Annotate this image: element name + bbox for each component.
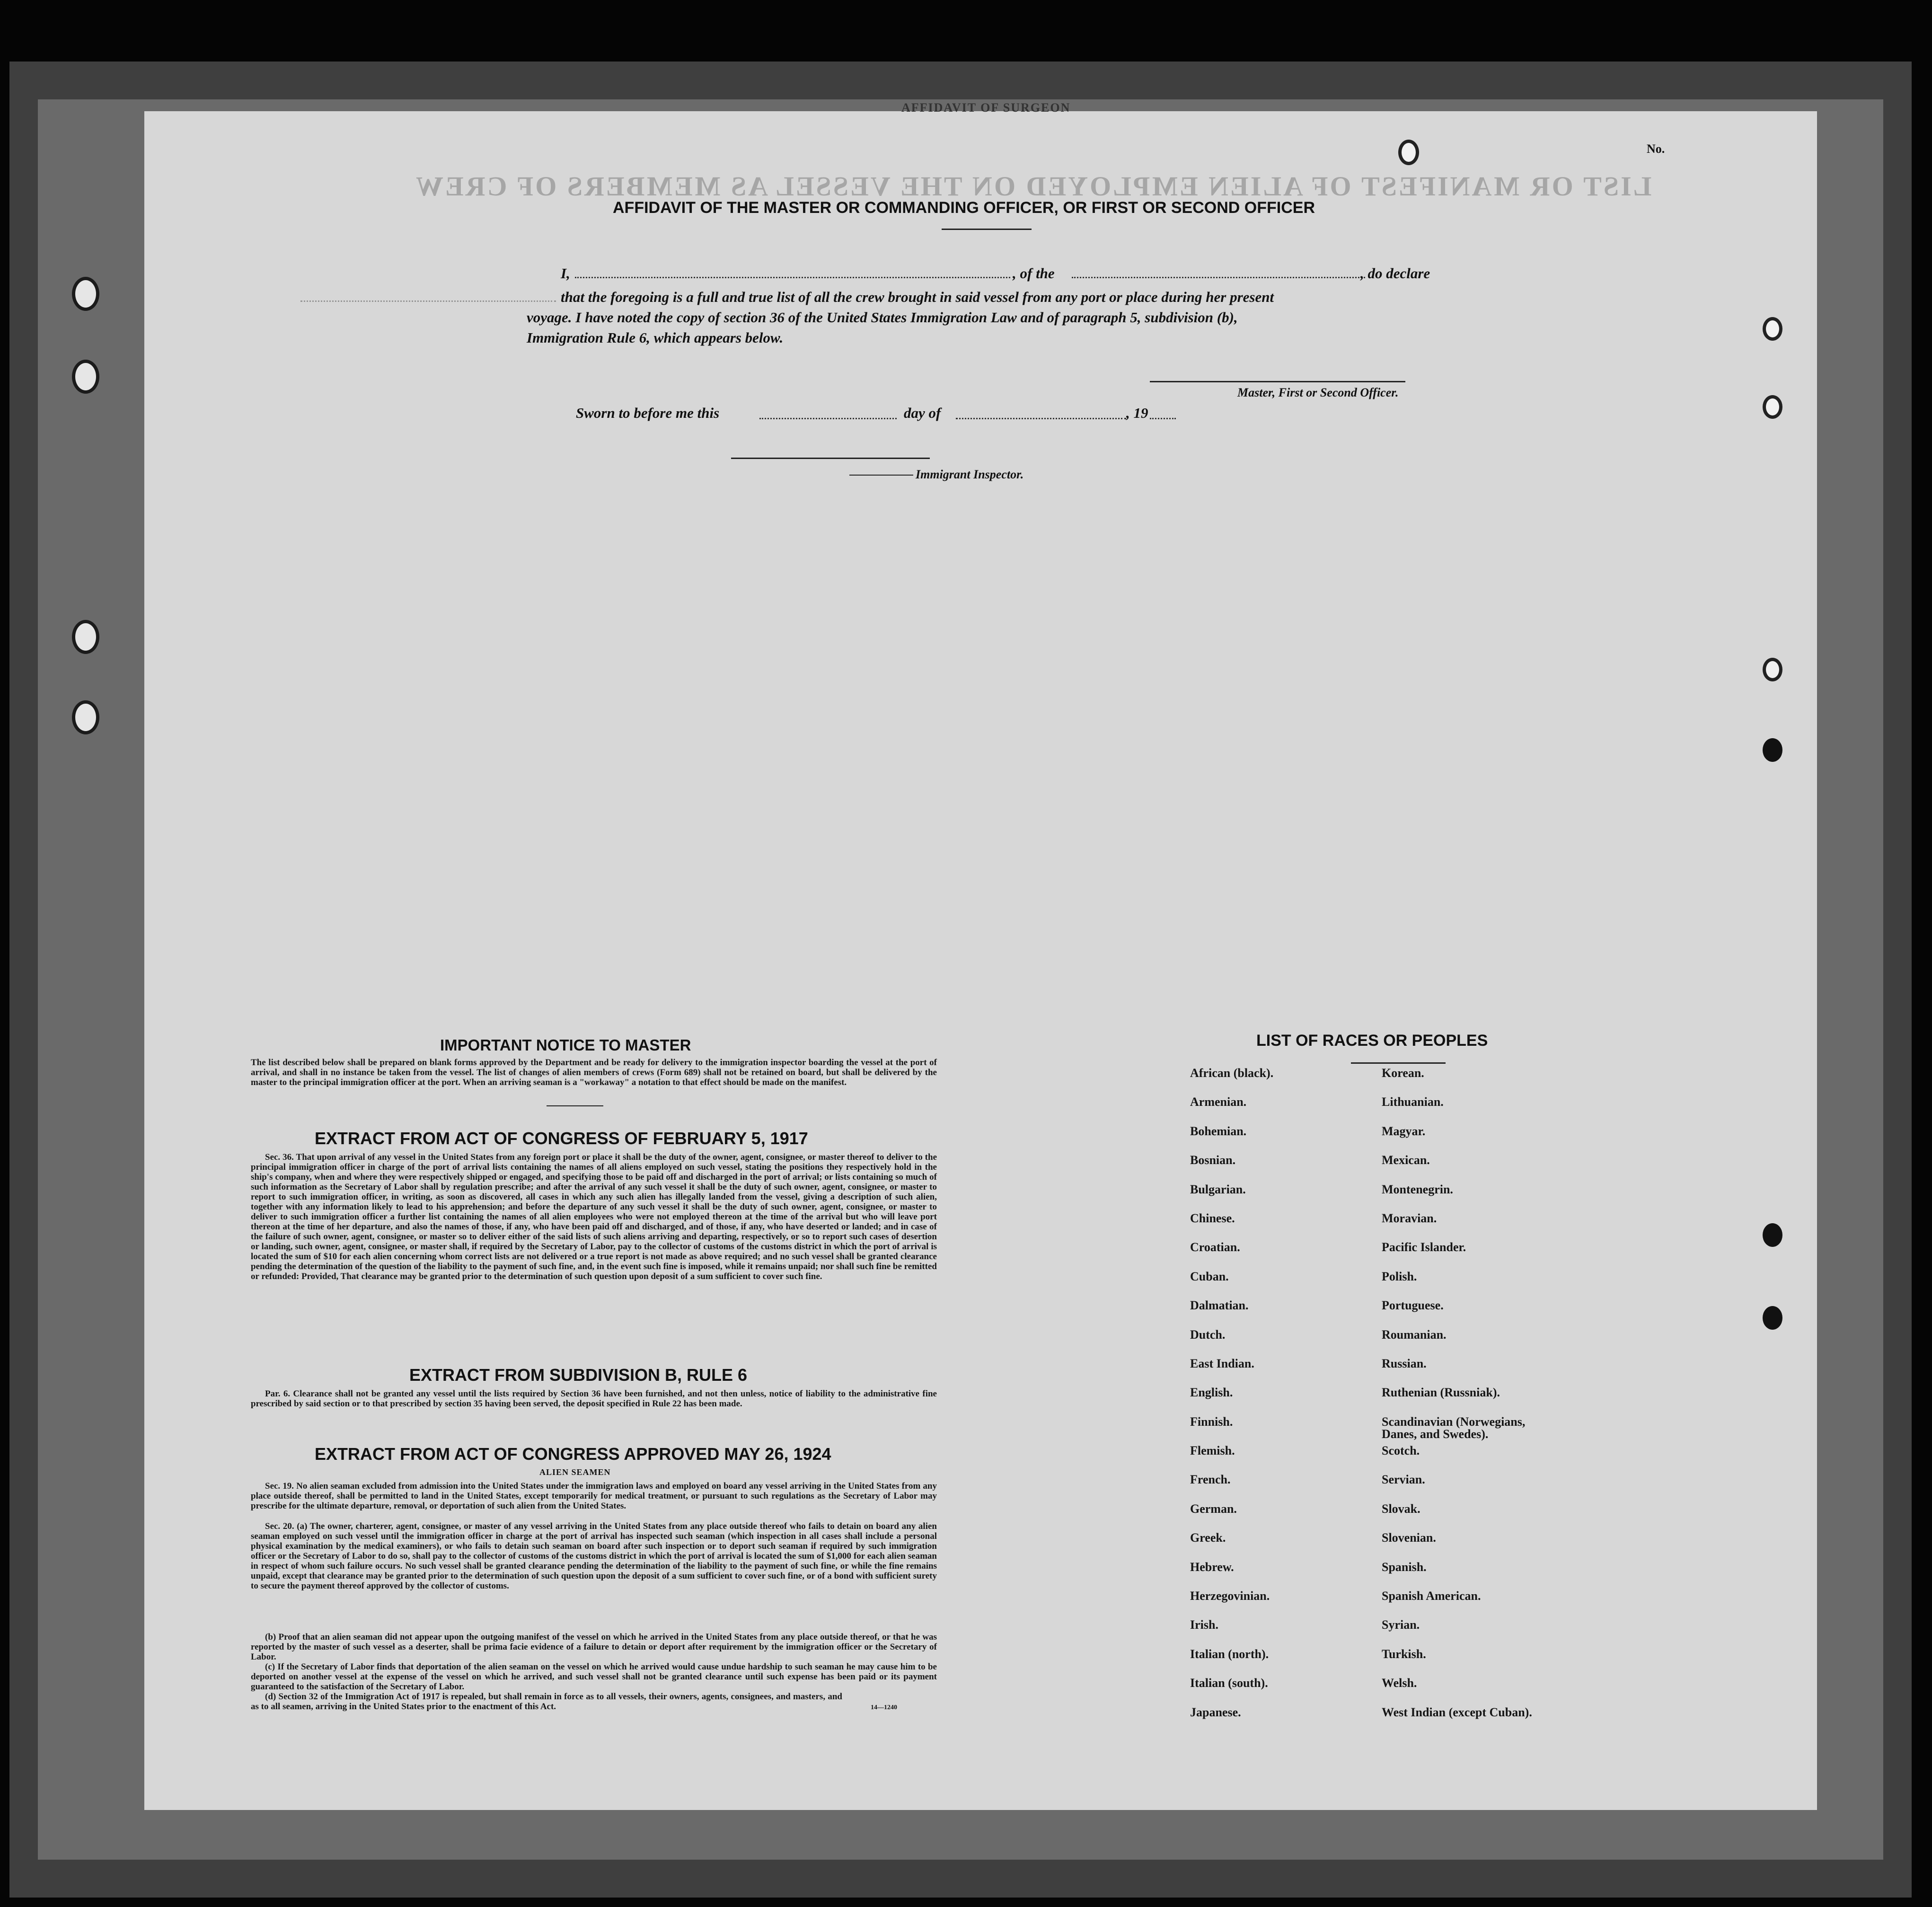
- races-title: LIST OF RACES OR PEOPLES: [1256, 1032, 1488, 1050]
- paper-hole-icon: [1763, 1306, 1782, 1330]
- sec20a-text: Sec. 20. (a) The owner, charterer, agent, consignee, or master of any vessel arriving in the United States from any place outside thereof who fails to detain on board any alien seaman employed on such vessel until the immigration officer in charge at the port of arrival has inspected such seaman (which inspection in all cases shall include a personal physical examination by the medical examiners), or who fails to detain such seaman on board after such inspection or to deport such seaman if required by such immigration officer or the Secretary of Labor to do so, shall pay to the collector of customs of the customs district in which the port of arrival is located the sum of $1,000 for each alien seaman in respect of whom such failure occurs. No such vessel shall be granted clearance pending the determination of the liability to the payment of such fine, or while the fine remains unpaid, except that clearance may be granted prior to the determination of such question upon the deposit of a sum sufficient to cover such fine, or of a bond with sufficient surety to secure the payment thereof approved by the collector of customs.: [251, 1521, 937, 1591]
- race-item: Korean.: [1382, 1066, 1424, 1080]
- sworn-day-field[interactable]: [759, 418, 897, 419]
- notice-rule: [547, 1105, 603, 1106]
- inspector-signature-line[interactable]: [731, 458, 930, 459]
- binder-hole-icon: [72, 360, 99, 394]
- paper-hole-icon: [1763, 1223, 1782, 1247]
- paper-hole-icon: [1763, 395, 1782, 419]
- race-item: Japanese.: [1190, 1705, 1241, 1719]
- race-item: Slovenian.: [1382, 1531, 1436, 1545]
- race-item: Magyar.: [1382, 1124, 1426, 1138]
- sec20b-text: (b) Proof that an alien seaman did not appear upon the outgoing manifest of the vessel on which he arrived in the United States from any place outside thereof, or that he was reported by the master of such vessel as a deserter, shall be prima facie evidence of a failure to detain or deport after requirement by the immigration officer or the Secretary of Labor.: [251, 1632, 937, 1662]
- binder-hole-icon: [72, 620, 99, 654]
- affidavit-title: AFFIDAVIT OF THE MASTER OR COMMANDING OFFICER, OR FIRST OR SECOND OFFICER: [613, 199, 1315, 217]
- rule6-title: EXTRACT FROM SUBDIVISION B, RULE 6: [409, 1365, 748, 1385]
- race-item: Lithuanian.: [1382, 1095, 1444, 1109]
- race-item: Scotch.: [1382, 1444, 1420, 1458]
- sec20d-text: (d) Section 32 of the Immigration Act of 1917 is repealed, but shall remain in force as to all vessels, their owners, agents, consignees, and masters, and as to all seamen, arriving in the United States prior to the enactment of this Act.: [251, 1692, 842, 1712]
- race-item: Roumanian.: [1382, 1327, 1447, 1342]
- race-item: Pacific Islander.: [1382, 1240, 1466, 1254]
- paper-hole-icon: [1763, 317, 1782, 341]
- inspector-signature-label: Immigrant Inspector.: [916, 468, 1024, 481]
- inspector-signature-line-2: [849, 475, 913, 476]
- race-item: Finnish.: [1190, 1414, 1233, 1429]
- sec19-text: Sec. 19. No alien seaman excluded from admission into the United States under the immigration laws and employed on board any vessel arriving in the United States from any place outside thereof, shall be permitted to land in the United States, except temporarily for medical treatment, or pursuant to such regulations as the Secretary of Labor may prescribe for the ultimate departure, removal, or deportation of such alien from the United States.: [251, 1481, 937, 1511]
- race-item: Hebrew.: [1190, 1560, 1234, 1574]
- race-item: Russian.: [1382, 1356, 1427, 1370]
- race-item: Bulgarian.: [1190, 1182, 1246, 1196]
- race-item: Greek.: [1190, 1531, 1226, 1545]
- race-item: Servian.: [1382, 1473, 1425, 1487]
- sworn-year-label: , 19: [1126, 405, 1148, 421]
- race-item: Croatian.: [1190, 1240, 1240, 1254]
- affidavit-line-1: that the foregoing is a full and true list of all the crew brought in said vessel from any port or place during her present: [561, 289, 1274, 305]
- race-item: Moravian.: [1382, 1211, 1437, 1225]
- race-item: Armenian.: [1190, 1095, 1247, 1109]
- race-item: French.: [1190, 1473, 1231, 1487]
- races-list: [1190, 1067, 1616, 1764]
- race-item: Slovak.: [1382, 1501, 1420, 1516]
- alien-seamen-subtitle: ALIEN SEAMEN: [539, 1467, 611, 1477]
- sworn-label: Sworn to before me this: [576, 405, 720, 421]
- race-item: [1382, 1735, 1616, 1764]
- race-item: Spanish American.: [1382, 1589, 1481, 1603]
- race-item: Ruthenian (Russniak).: [1382, 1386, 1500, 1400]
- sworn-year-field[interactable]: [1150, 418, 1176, 419]
- race-item: Dalmatian.: [1190, 1298, 1249, 1313]
- page-number-label: No.: [1647, 142, 1665, 156]
- race-item: English.: [1190, 1386, 1233, 1400]
- race-item: Herzegovinian.: [1190, 1589, 1270, 1603]
- top-faint-heading: AFFIDAVIT OF SURGEON: [901, 101, 1071, 115]
- declaration-blank[interactable]: [300, 300, 556, 302]
- race-item: Portuguese.: [1382, 1298, 1444, 1313]
- master-signature-label: Master, First or Second Officer.: [1237, 386, 1399, 399]
- race-item: Irish.: [1190, 1618, 1218, 1632]
- extract-1924-title: EXTRACT FROM ACT OF CONGRESS APPROVED MAY 26, 1924: [315, 1444, 831, 1464]
- day-of-label: day of: [904, 405, 941, 421]
- form-number: 14—1240: [871, 1704, 897, 1711]
- affidavit-line-2: voyage. I have noted the copy of section 36 of the United States Immigration Law and of paragraph 5, subdivision (b),: [527, 309, 1238, 326]
- race-item: Turkish.: [1382, 1647, 1426, 1661]
- race-item: Italian (south).: [1190, 1676, 1268, 1690]
- notice-title: IMPORTANT NOTICE TO MASTER: [440, 1036, 691, 1054]
- sworn-month-field[interactable]: [956, 418, 1126, 419]
- race-item: East Indian.: [1190, 1356, 1254, 1370]
- master-signature-line[interactable]: [1150, 381, 1405, 382]
- race-item: African (black).: [1190, 1066, 1274, 1080]
- race-item: Cuban.: [1190, 1269, 1229, 1283]
- race-item: Spanish.: [1382, 1560, 1427, 1574]
- affidavit-do-declare: , do declare: [1360, 265, 1430, 282]
- race-item: Bohemian.: [1190, 1124, 1247, 1138]
- manifest-page: [144, 101, 1817, 1810]
- binder-hole-icon: [72, 700, 99, 734]
- sec20c-text: (c) If the Secretary of Labor finds that deportation of the alien seaman on the vessel on which he arrived would cause undue hardship to such seaman he may cause him to be deported on another vessel at the expense of the vessel on which he arrived, and such vessel shall not be granted clearance until such expense has been paid or its payment guaranteed to the satisfaction of the Secretary of Labor.: [251, 1662, 937, 1692]
- race-item: Chinese.: [1190, 1211, 1235, 1225]
- paper-hole-icon: [1398, 140, 1419, 165]
- extract-1917-title: EXTRACT FROM ACT OF CONGRESS OF FEBRUARY 5, 1917: [315, 1129, 808, 1148]
- paper-hole-icon: [1763, 658, 1782, 681]
- notice-text: The list described below shall be prepared on blank forms approved by the Department and be ready for delivery to the immigration inspector boarding the vessel at the port of arrival, and shall in no instance be taken from the vessel. The list of changes of alien members of crews (Form 689) shall not be retained on board, but shall be delivered by the master to the principal immigration officer at the port. When an arriving seaman is a "workaway" a notation to that effect should be made on the manifest.: [251, 1058, 937, 1087]
- rule6-text: Par. 6. Clearance shall not be granted any vessel until the lists required by Section 36 have been furnished, and not then unless, notice of liability to the administrative fine prescribed by said section or to that prescribed by section 35 having been served, the deposit specified in Rule 22 has been made.: [251, 1389, 937, 1409]
- race-item: Dutch.: [1190, 1327, 1226, 1342]
- binder-hole-icon: [72, 277, 99, 311]
- race-item: Scandinavian (Norwegians, Danes, and Swedes).: [1382, 1414, 1526, 1441]
- affidavit-line-3: Immigration Rule 6, which appears below.: [527, 329, 784, 346]
- race-item: Polish.: [1382, 1269, 1417, 1283]
- race-item: West Indian (except Cuban).: [1382, 1705, 1532, 1719]
- affidavit-of-the: , of the: [1013, 265, 1055, 282]
- races-title-underline: [1351, 1062, 1446, 1064]
- vessel-name-field[interactable]: [1072, 277, 1365, 278]
- race-item: Mexican.: [1382, 1153, 1430, 1167]
- race-item: [1190, 1735, 1382, 1764]
- master-name-field[interactable]: [575, 277, 1010, 278]
- race-item: Bosnian.: [1190, 1153, 1236, 1167]
- race-item: Syrian.: [1382, 1618, 1420, 1632]
- race-item: Italian (north).: [1190, 1647, 1269, 1661]
- race-item: Flemish.: [1190, 1444, 1235, 1458]
- bleed-through-heading: LIST OR MANIFEST OF ALIEN EMPLOYED ON THE VESSEL AS MEMBERS OF CREW: [414, 171, 1652, 202]
- affidavit-i-label: I,: [561, 265, 570, 282]
- affidavit-title-underline: [942, 229, 1032, 230]
- race-item: Montenegrin.: [1382, 1182, 1453, 1196]
- extract-1917-text: Sec. 36. That upon arrival of any vessel in the United States from any foreign port or place it shall be the duty of the owner, agent, consignee, or master thereof to deliver to the principal immigration officer in charge of the port of arrival lists containing the names of all aliens employed on such vessel, stating the positions they respectively hold in the ship's company, when and where they were respectively shipped or engaged, and specifying those to be paid off and discharged in the port of arrival; or lists containing so much of such information as the Secretary of Labor shall by regulation prescribe; and after the arrival of any such vessel it shall be the duty of such owner, agent, consignee, or master to report to such immigration officer, in writing, as soon as discovered, all cases in which any such alien has illegally landed from the vessel, giving a description of such alien, together with any information likely to lead to his apprehension; and before the departure of any such vessel it shall be the duty of such owner, agent, consignee, or master to deliver to such immigration officer a further list containing the names of all alien employees who were not employed thereon at the time of the arrival but who will leave port thereon at the time of her departure, and also the names of those, if any, who have been paid off and discharged, and of those, if any, who have deserted or landed; and in case of the failure of such owner, agent, consignee, or master so to deliver either of the said lists of such aliens arriving and departing, respectively, or so to report such cases of desertion or landing, such owner, agent, consignee, or master shall, if required by the Secretary of Labor, pay to the collector of customs of the customs district in which the port of arrival is located the sum of $10 for each alien concerning whom correct lists are not delivered or a true report is not made as above required; and no such vessel shall be granted clearance pending the determination of the question of the liability to the payment of such fine, and, in the event such fine is imposed, while it remains unpaid; nor shall such fine be remitted or refunded: Provided, That clearance may be granted prior to the determination of such question upon deposit of a sum sufficient to cover such fine.: [251, 1152, 937, 1281]
- race-item: German.: [1190, 1501, 1237, 1516]
- race-item: Welsh.: [1382, 1676, 1417, 1690]
- paper-hole-icon: [1763, 738, 1782, 762]
